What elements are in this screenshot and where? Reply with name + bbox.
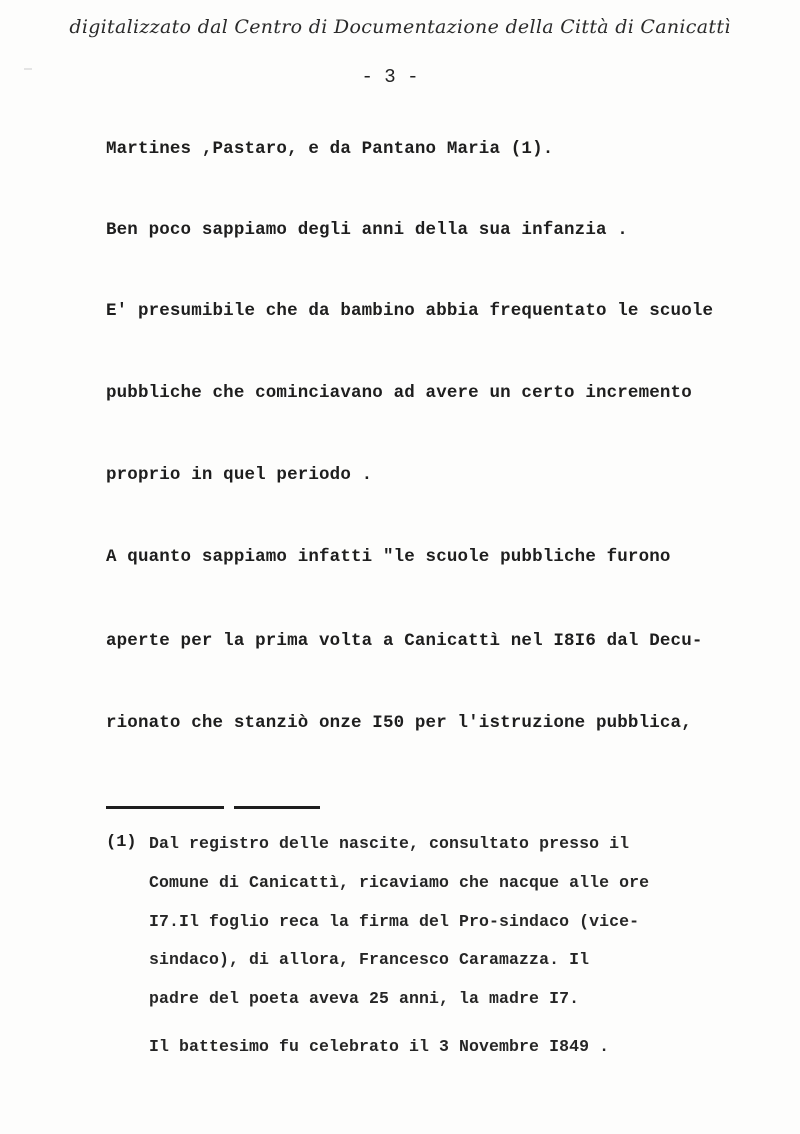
footnote-separator: [106, 806, 224, 809]
footnote-line: I7.Il foglio reca la firma del Pro-sindaco (vice-: [149, 912, 640, 931]
body-line: proprio in quel periodo .: [106, 465, 373, 485]
digitization-watermark: digitalizzato dal Centro di Documentazione della Città di Canicattì: [69, 16, 731, 38]
body-line: A quanto sappiamo infatti "le scuole pubbliche furono: [106, 547, 671, 567]
page-number: - 3 -: [361, 66, 419, 88]
body-line: Ben poco sappiamo degli anni della sua infanzia .: [106, 220, 628, 240]
scan-speck: [24, 68, 32, 70]
body-line: E' presumibile che da bambino abbia frequentato le scuole: [106, 301, 714, 321]
footnote-line: Il battesimo fu celebrato il 3 Novembre I849 .: [149, 1037, 610, 1056]
footnote-line: Comune di Canicattì, ricaviamo che nacque alle ore: [149, 873, 650, 892]
body-line: pubbliche che cominciavano ad avere un certo incremento: [106, 383, 692, 403]
footnote-marker: (1): [106, 833, 137, 852]
footnote-line: Dal registro delle nascite, consultato presso il: [149, 834, 630, 853]
footnote-line: sindaco), di allora, Francesco Caramazza. Il: [149, 950, 590, 969]
footnote-line: padre del poeta aveva 25 anni, la madre I7.: [149, 989, 580, 1008]
body-line: Martines ,Pastaro, e da Pantano Maria (1).: [106, 139, 554, 159]
body-line: aperte per la prima volta a Canicattì nel I8I6 dal Decu-: [106, 631, 703, 651]
footnote-separator: [234, 806, 320, 809]
body-line: rionato che stanziò onze I50 per l'istruzione pubblica,: [106, 713, 692, 733]
